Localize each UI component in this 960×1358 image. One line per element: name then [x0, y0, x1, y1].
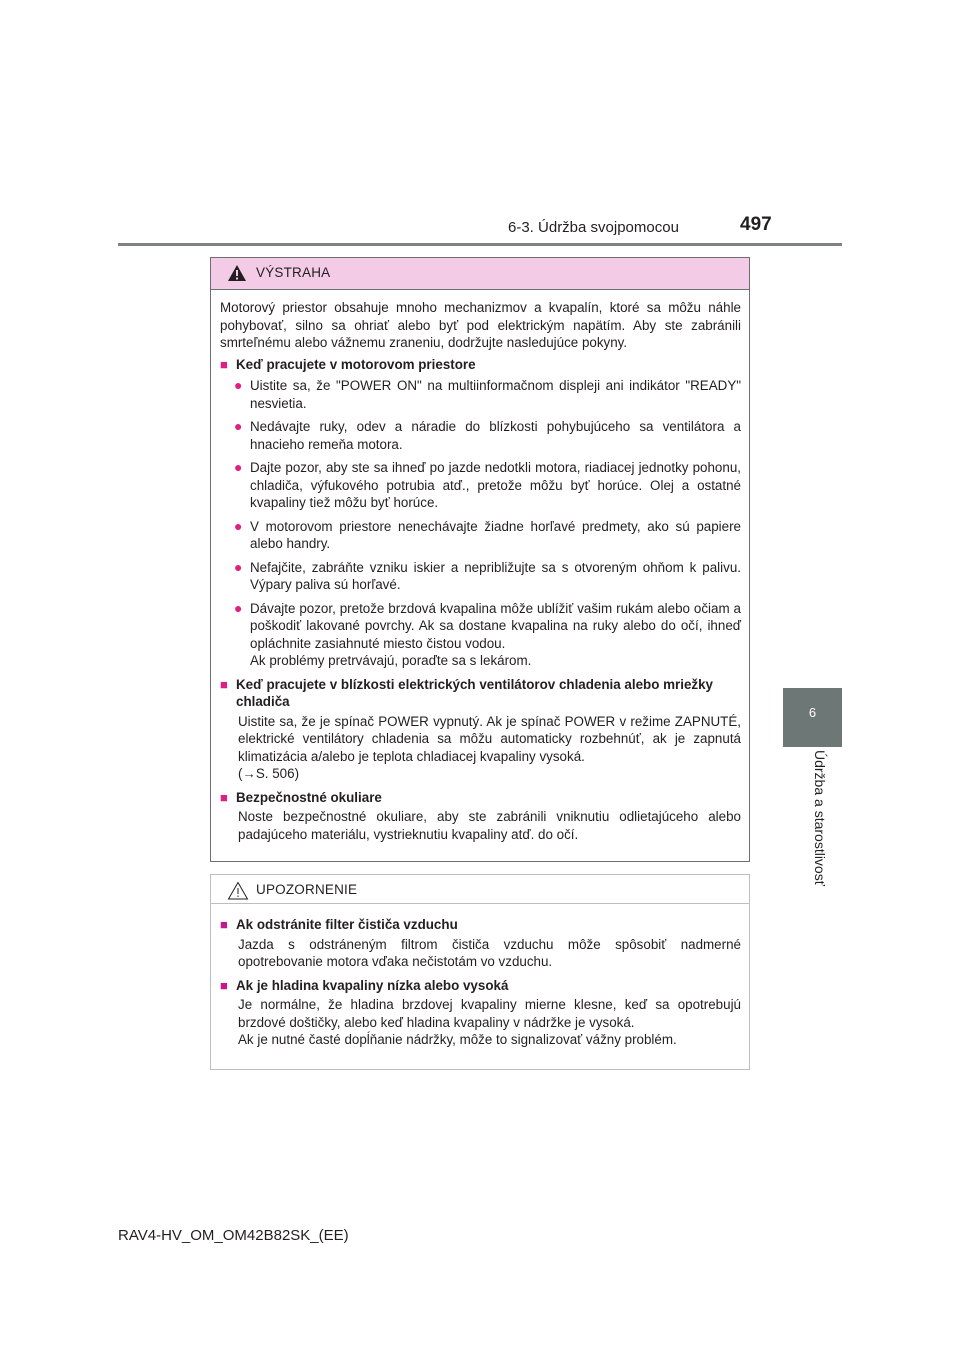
warning-bullet: [220, 600, 741, 670]
chapter-label-text: Údržba a starostlivosť: [812, 750, 828, 886]
bullet-text: Dajte pozor, aby ste sa ihneď po jazde nedotkli motora, riadiacej jednotky pohonu, chladiča, výfukového potrubia atď., pretože môžu byť horúce. Olej a ostatné kvapaliny tiež môžu byť horúce.: [250, 460, 741, 510]
fluid-paragraph-extra: Ak je nutné časté dopĺňanie nádržky, môže to signalizovať vážny problém.: [238, 1032, 677, 1047]
square-bullet-icon: ■: [220, 789, 228, 805]
square-bullet-icon: ■: [220, 917, 228, 932]
caution-header: [211, 875, 749, 904]
header-rule: [118, 243, 842, 246]
chapter-number: 6: [808, 705, 817, 720]
warning-box: [210, 257, 750, 862]
bullet-text: Uistite sa, že "POWER ON" na multiinformačnom displeji ani indikátor "READY" nesvietia.: [250, 378, 741, 411]
warning-heading-fans: [220, 676, 741, 711]
section-title: 6-3. Údržba svojpomocou: [508, 219, 679, 236]
warning-title: VÝSTRAHA: [256, 265, 331, 280]
caution-heading-fluid: [220, 977, 741, 995]
heading-text: Keď pracujete v blízkosti elektrických ventilátorov chladenia alebo mriežky chladiča: [236, 676, 713, 709]
heading-text: Keď pracujete v motorovom priestore: [236, 356, 476, 372]
warning-bullet: [220, 459, 741, 512]
warning-bullet: [220, 377, 741, 412]
caution-filter-text: Jazda s odstráneným filtrom čističa vzduchu môže spôsobiť nadmerné opotrebovanie motora vďaka nečistotám vo vzduchu.: [238, 936, 741, 969]
bullet-text: [250, 600, 741, 670]
bullet-text-main: Dávajte pozor, pretože brzdová kvapalina môže ublížiť vašim rukám alebo očiam a poškodiť lakované povrchy. Ak sa dostane kvapalina na ruky alebo do očí, ihneď opláchnite zasiahnuté miesto čistou vodou.: [250, 600, 741, 651]
warning-body: [211, 290, 749, 843]
caution-triangle-icon: [227, 881, 249, 900]
page-number: 497: [740, 214, 772, 235]
heading-text: Bezpečnostné okuliare: [236, 789, 382, 805]
caution-body: [211, 904, 749, 1049]
caution-fluid-text: [220, 996, 741, 1049]
bullet-text: V motorovom priestore nenechávajte žiadne horľavé predmety, ako sú papiere alebo handry.: [250, 518, 741, 551]
page-reference: (→S. 506): [238, 766, 300, 781]
heading-text: Ak odstránite filter čističa vzduchu: [236, 917, 458, 932]
bullet-text: Nedávajte ruky, odev a náradie do blízkosti pohybujúceho sa ventilátora a hnacieho remeňa motora.: [250, 419, 741, 452]
fluid-paragraph: Je normálne, že hladina brzdovej kvapaliny mierne klesne, keď sa opotrebujú brzdové doštičky, alebo keď hladina kvapaliny v nádržke je vysoká.: [238, 997, 741, 1030]
chapter-tab: [783, 688, 842, 747]
square-bullet-icon: ■: [220, 977, 228, 993]
document-code: RAV4-HV_OM_OM42B82SK_(EE): [118, 1227, 349, 1244]
circle-bullet-icon: ●: [234, 418, 243, 434]
bullet-text: Nefajčite, zabráňte vzniku iskier a nepribližujte sa s otvoreným ohňom k palivu. Výpary paliva sú horľavé.: [250, 559, 741, 592]
warning-heading-engine: [220, 356, 741, 374]
caution-box: [210, 874, 750, 1070]
circle-bullet-icon: ●: [234, 459, 243, 475]
square-bullet-icon: ■: [220, 676, 228, 692]
warning-triangle-icon: [227, 264, 247, 282]
heading-text: Ak je hladina kvapaliny nízka alebo vysoká: [236, 977, 509, 993]
warning-heading-goggles: [220, 789, 741, 807]
warning-header: [211, 258, 749, 290]
warning-bullet: [220, 418, 741, 453]
caution-title: UPOZORNENIE: [256, 882, 358, 897]
warning-goggles-text: Noste bezpečnostné okuliare, aby ste zabránili vniknutiu odlietajúceho alebo padajúceho materiálu, vystrieknutiu kvapaliny atď. do očí.: [238, 809, 741, 842]
warning-bullet: [220, 518, 741, 553]
circle-bullet-icon: ●: [234, 558, 243, 575]
circle-bullet-icon: ●: [234, 517, 243, 534]
warning-intro: Motorový priestor obsahuje mnoho mechanizmov a kvapalín, ktoré sa môžu náhle pohybovať, silno sa ohriať alebo byť pod elektrickým napätím. Aby ste zabránili smrteľnému alebo vážnemu zraneniu, dodržujte nasledujúce pokyny.: [220, 300, 741, 350]
circle-bullet-icon: ●: [234, 377, 243, 393]
warning-bullet: [220, 559, 741, 594]
caution-heading-filter: [220, 916, 741, 934]
square-bullet-icon: ■: [220, 356, 228, 372]
warning-fans-text: [220, 713, 741, 783]
bullet-text-extra: Ak problémy pretrvávajú, poraďte sa s lekárom.: [250, 653, 532, 668]
circle-bullet-icon: ●: [234, 599, 243, 616]
fans-paragraph: Uistite sa, že je spínač POWER vypnutý. Ak je spínač POWER v režime ZAPNUTÉ, elektrické ventilátory chladenia sa môžu automaticky rozbehnúť, ak je zapnutá klimatizácia a/alebo je teplota chladiacej kvapaliny vysoká.: [238, 713, 741, 764]
